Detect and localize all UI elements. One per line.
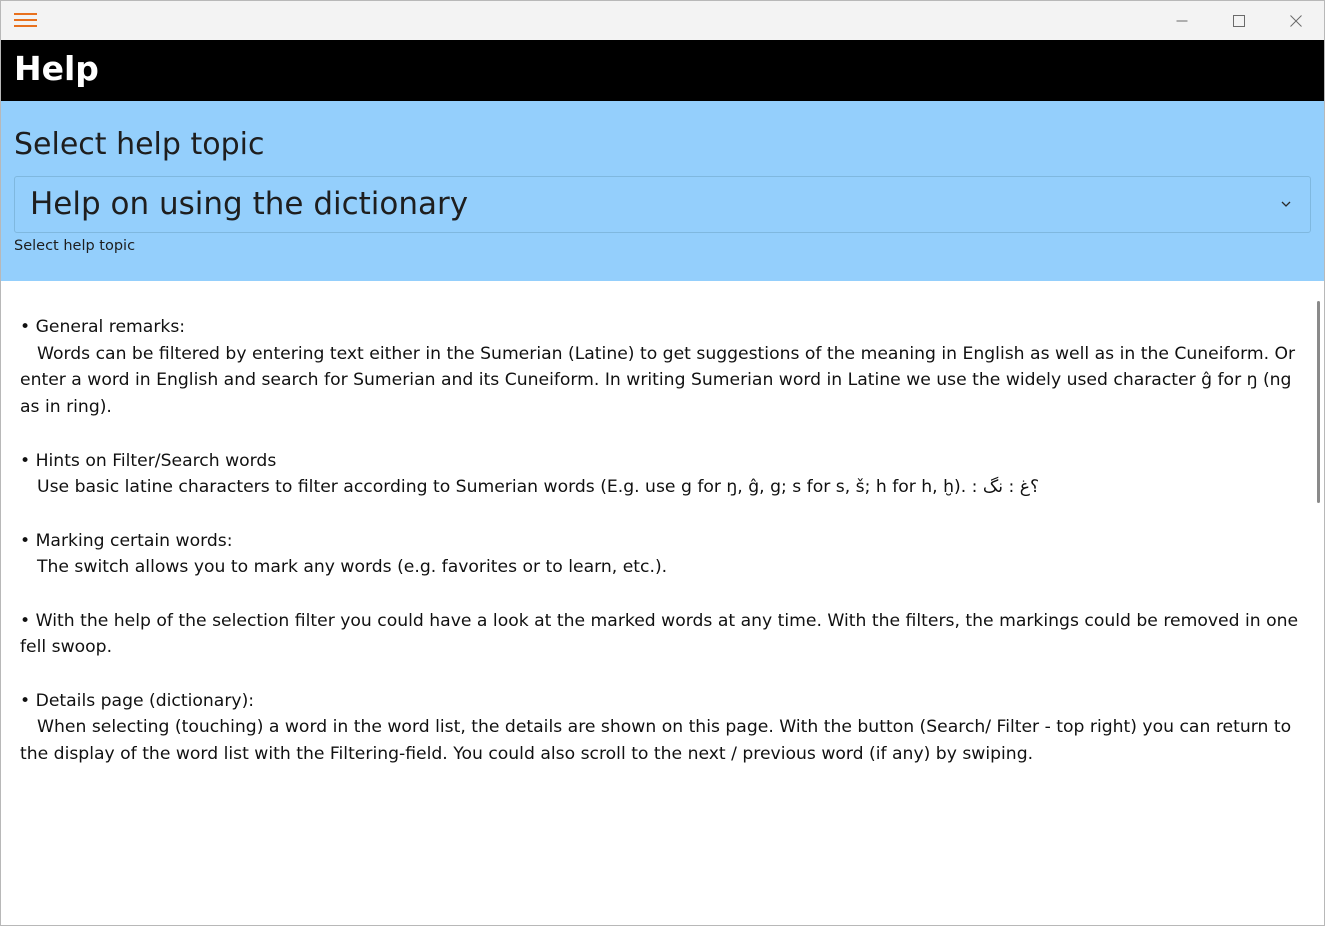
minimize-icon <box>1176 15 1188 27</box>
section-heading: • Marking certain words: <box>20 530 233 551</box>
maximize-button[interactable] <box>1211 1 1267 40</box>
section-details-page <box>20 688 1307 768</box>
section-body: • With the help of the selection filter you could have a look at the marked words at any time. With the filters, the markings could be removed in one fell swoop. <box>20 610 1299 658</box>
topic-label: Select help topic <box>14 127 265 162</box>
section-filter-hints <box>20 448 1307 501</box>
section-selection-filter <box>20 608 1307 661</box>
section-body: The switch allows you to mark any words (e.g. favorites or to learn, etc.). <box>37 557 668 578</box>
page-title: Help <box>14 49 99 88</box>
section-heading: • Details page (dictionary): <box>20 690 255 711</box>
section-general-remarks <box>20 314 1307 421</box>
close-icon <box>1290 15 1302 27</box>
title-bar <box>1 1 1324 40</box>
section-body: Words can be filtered by entering text either in the Sumerian (Latine) to get suggestions of the meaning in English as well as in the Cuneiform. Or enter a word in English and search for Sumerian and its Cuneiform. In writing Sumerian word in Latine we use the widely used character ĝ for ŋ (ng as in ring). <box>20 343 1296 418</box>
page-header <box>1 40 1324 101</box>
picker-helper-text: Select help topic <box>14 238 136 254</box>
maximize-icon <box>1233 15 1245 27</box>
scrollbar-thumb[interactable] <box>1317 301 1320 503</box>
chevron-down-icon <box>1280 198 1292 210</box>
section-heading: • Hints on Filter/Search words <box>20 450 277 471</box>
help-content <box>1 281 1324 926</box>
picker-selected-value: Help on using the dictionary <box>30 186 469 222</box>
section-heading: • General remarks: <box>20 317 186 337</box>
minimize-button[interactable] <box>1154 1 1210 40</box>
help-text-body <box>20 314 1307 795</box>
hamburger-menu-icon[interactable] <box>14 12 38 30</box>
help-topic-picker[interactable] <box>14 176 1311 233</box>
section-marking-words <box>20 528 1307 581</box>
section-body: Use basic latine characters to filter according to Sumerian words (E.g. use g for ŋ, ĝ, g; s for s, š; h for h, ḫ). : ؟غ : نگ <box>37 477 1040 498</box>
topic-selection-panel <box>1 101 1324 281</box>
close-button[interactable] <box>1268 1 1324 40</box>
section-body: When selecting (touching) a word in the word list, the details are shown on this page. With the button (Search/ Filter - top right) you can return to the display of the word list with the Filtering-field. You could also scroll to the next / previous word (if any) by swiping. <box>20 717 1292 765</box>
